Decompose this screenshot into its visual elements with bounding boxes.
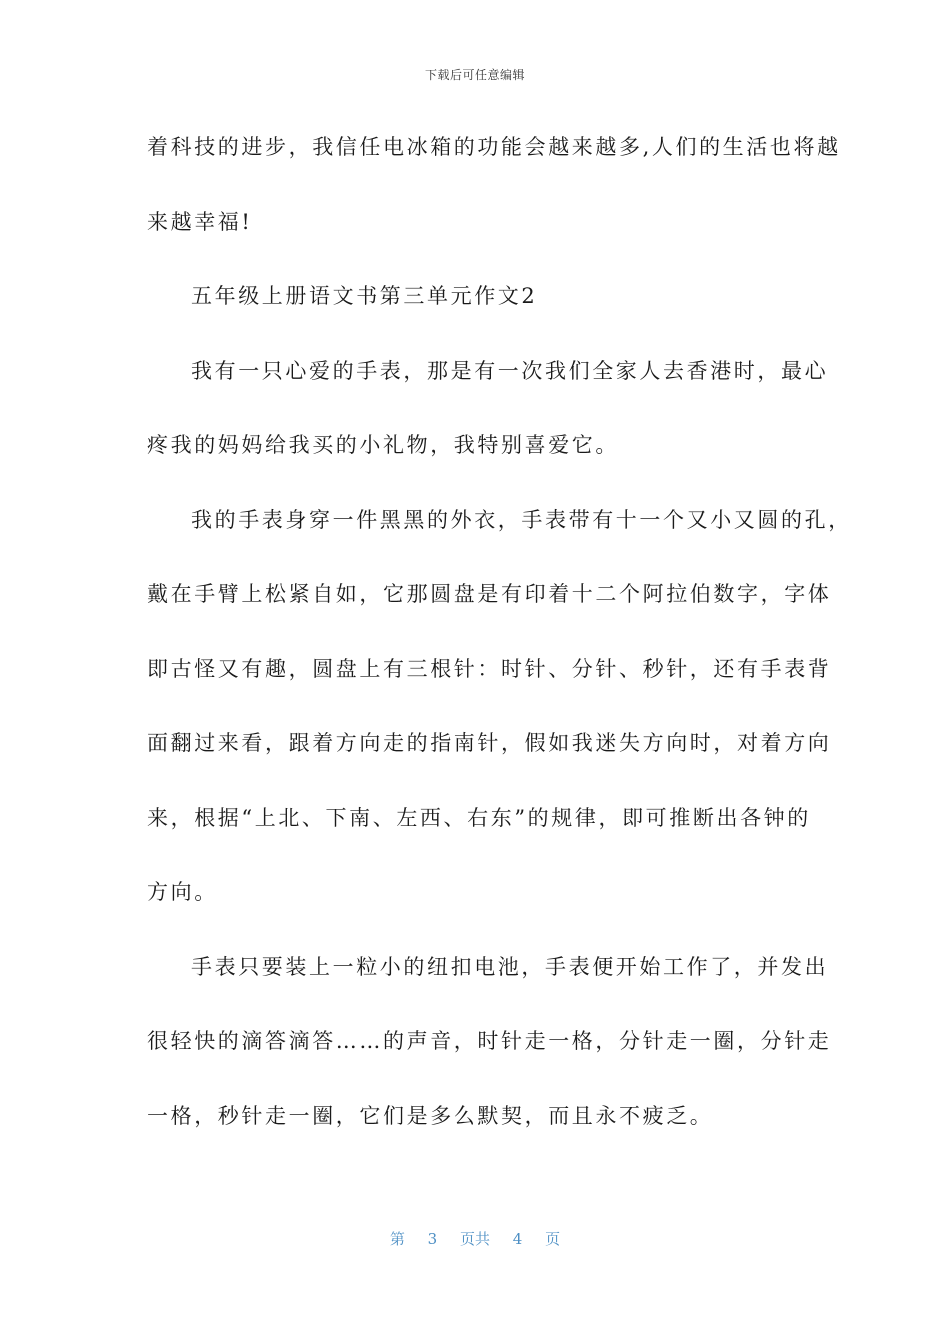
text-line: 我的手表身穿一件黑黑的外衣，手表带有十一个又小又圆的孔， bbox=[191, 507, 852, 532]
text-line: 着科技的进步，我信任电冰箱的功能会越来越多,人们的生活也将越 bbox=[147, 135, 841, 159]
text-line: 面翻过来看，跟着方向走的指南针，假如我迷失方向时，对着方向 bbox=[147, 731, 832, 755]
text-line: 戴在手臂上松紧自如，它那圆盘是有印着十二个阿拉伯数字，字体 bbox=[147, 582, 832, 606]
text-line: 很轻快的滴答滴答……的声音，时针走一格，分针走一圈，分针走 bbox=[147, 1029, 832, 1053]
text-line: 疼我的妈妈给我买的小礼物，我特别喜爱它。 bbox=[147, 433, 619, 457]
section-heading: 五年级上册语文书第三单元作文2 bbox=[191, 284, 538, 308]
text-line: 手表只要装上一粒小的纽扣电池，手表便开始工作了，并发出 bbox=[191, 954, 829, 979]
page-number-footer: 第 3 页共 4 页 bbox=[389, 1230, 561, 1248]
text-line: 来，根据“上北、下南、左西、右东”的规律，即可推断出各钟的 bbox=[147, 805, 811, 830]
header-note: 下载后可任意编辑 bbox=[424, 68, 525, 82]
body-text bbox=[147, 124, 852, 1167]
text-line: 来越幸福! bbox=[147, 209, 253, 234]
text-line: 一格，秒针走一圈，它们是多么默契，而且永不疲乏。 bbox=[147, 1103, 714, 1128]
text-line: 方向。 bbox=[147, 880, 218, 904]
text-line: 我有一只心爱的手表，那是有一次我们全家人去香港时，最心 bbox=[191, 358, 829, 383]
text-line: 即古怪又有趣，圆盘上有三根针：时针、分针、秒针，还有手表背 bbox=[147, 656, 832, 681]
